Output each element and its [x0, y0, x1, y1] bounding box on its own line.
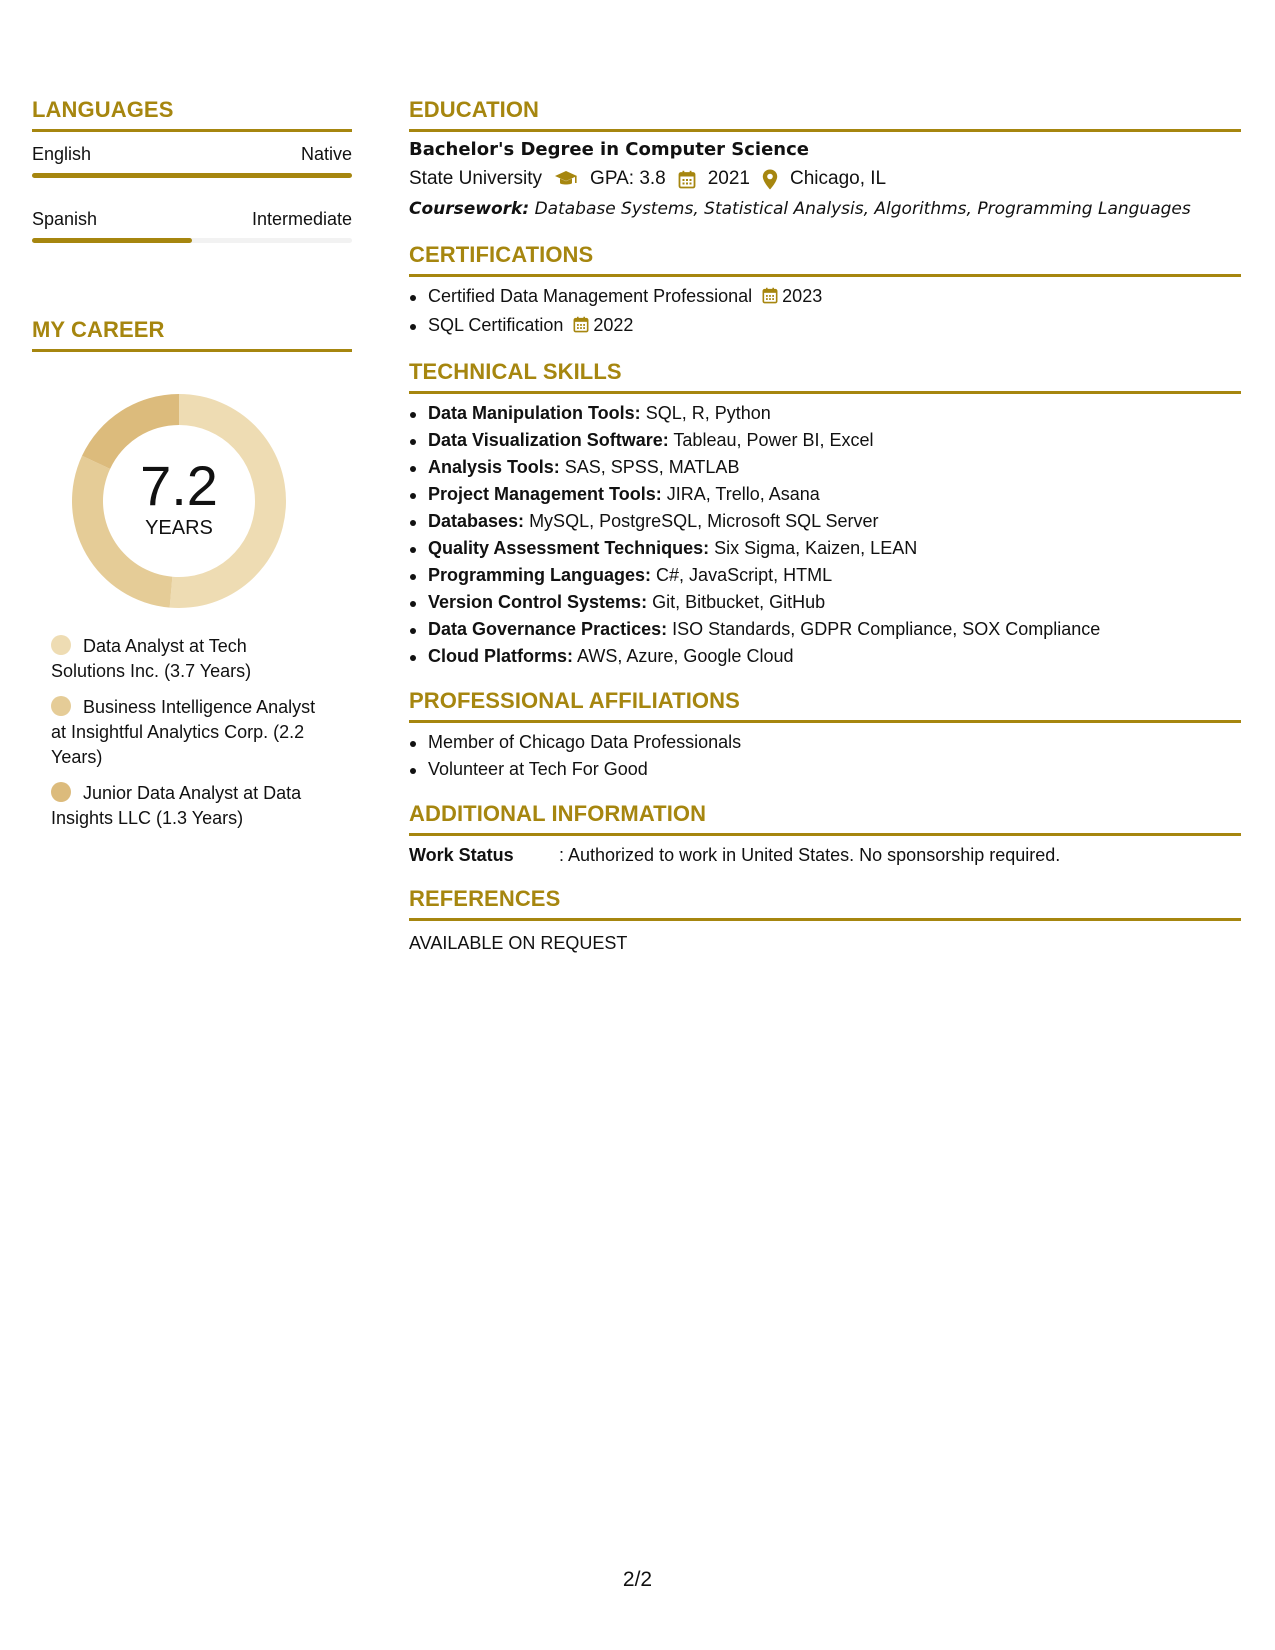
additional-info-heading: ADDITIONAL INFORMATION [409, 797, 1241, 836]
skill-value: SQL, R, Python [645, 403, 771, 423]
legend-dot-icon [51, 696, 71, 716]
education-section [409, 93, 1241, 224]
certification-item [409, 283, 1241, 312]
skill-label: Programming Languages: [428, 565, 652, 585]
skill-value: Tableau, Power BI, Excel [673, 430, 874, 450]
skill-item [409, 589, 1241, 616]
affiliation-item: Volunteer at Tech For Good [409, 756, 1241, 783]
languages-section [32, 93, 352, 243]
work-status-label: Work Status [409, 845, 514, 865]
skill-value: JIRA, Trello, Asana [666, 484, 820, 504]
certifications-list [409, 283, 1241, 341]
certifications-heading: CERTIFICATIONS [409, 238, 1241, 277]
affiliations-heading: PROFESSIONAL AFFILIATIONS [409, 684, 1241, 723]
legend-label: Junior Data Analyst at Data Insights LLC (1.3 Years) [51, 783, 302, 828]
graduation-year: 2021 [707, 168, 751, 189]
graduation-cap-icon [554, 170, 578, 188]
skill-value: Six Sigma, Kaizen, LEAN [714, 538, 918, 558]
skill-item [409, 400, 1241, 427]
career-years-unit: YEARS [145, 517, 213, 539]
coursework-list: Database Systems, Statistical Analysis, Algorithms, Programming Languages [534, 199, 1191, 219]
legend-item [51, 695, 322, 770]
left-column [32, 93, 352, 842]
school-name: State University [409, 168, 543, 189]
right-column [409, 93, 1241, 970]
language-item [32, 208, 352, 243]
language-proficiency-fill [32, 173, 352, 178]
language-proficiency-bar [32, 173, 352, 178]
gpa-value: GPA: 3.8 [590, 168, 666, 189]
certification-year: 2022 [593, 315, 634, 335]
certification-name: Certified Data Management Professional [428, 286, 753, 306]
legend-label: Business Intelligence Analyst at Insightful Analytics Corp. (2.2 Years) [51, 697, 316, 767]
career-total-years: 7.2 [140, 454, 218, 517]
legend-dot-icon [51, 782, 71, 802]
references-section [409, 882, 1241, 956]
skill-label: Databases: [428, 511, 525, 531]
skills-list [409, 400, 1241, 670]
skill-item [409, 616, 1241, 643]
skill-item [409, 643, 1241, 670]
skill-value: C#, JavaScript, HTML [656, 565, 833, 585]
coursework [409, 194, 1241, 224]
language-proficiency-bar [32, 238, 352, 243]
location: Chicago, IL [790, 168, 887, 189]
work-status-row [409, 842, 1241, 868]
skill-label: Project Management Tools: [428, 484, 662, 504]
certifications-section [409, 238, 1241, 341]
skill-value: Git, Bitbucket, GitHub [652, 592, 826, 612]
career-donut-chart [32, 352, 352, 612]
language-proficiency-fill [32, 238, 192, 243]
page-number: 2/2 [622, 1568, 653, 1591]
skills-heading: TECHNICAL SKILLS [409, 355, 1241, 394]
legend-item [51, 634, 322, 684]
skill-label: Version Control Systems: [428, 592, 648, 612]
calendar-icon [573, 314, 589, 341]
certification-item [409, 312, 1241, 341]
skill-item [409, 562, 1241, 589]
skill-value: MySQL, PostgreSQL, Microsoft SQL Server [529, 511, 879, 531]
language-level: Native [300, 144, 352, 164]
affiliations-list [409, 729, 1241, 783]
work-status-value: : Authorized to work in United States. No sponsorship required. [559, 845, 1061, 865]
languages-heading: LANGUAGES [32, 93, 352, 132]
career-section [32, 313, 352, 831]
calendar-icon [678, 170, 696, 189]
skill-item [409, 508, 1241, 535]
skill-label: Quality Assessment Techniques: [428, 538, 710, 558]
calendar-icon [762, 285, 778, 312]
language-name: Spanish [32, 209, 98, 229]
references-heading: REFERENCES [409, 882, 1241, 921]
skills-section [409, 355, 1241, 670]
skill-label: Cloud Platforms: [428, 646, 574, 666]
additional-info-section [409, 797, 1241, 868]
education-meta [409, 164, 1241, 194]
skill-value: AWS, Azure, Google Cloud [577, 646, 794, 666]
skill-label: Data Governance Practices: [428, 619, 668, 639]
language-name: English [32, 144, 92, 164]
affiliations-section [409, 684, 1241, 783]
degree-title: Bachelor's Degree in Computer Science [409, 139, 809, 160]
skill-item [409, 427, 1241, 454]
legend-dot-icon [51, 635, 71, 655]
career-heading: MY CAREER [32, 313, 352, 352]
education-heading: EDUCATION [409, 93, 1241, 132]
certification-name: SQL Certification [428, 315, 564, 335]
references-text: AVAILABLE ON REQUEST [409, 933, 628, 953]
skill-item [409, 481, 1241, 508]
legend-label: Data Analyst at Tech Solutions Inc. (3.7 Years) [51, 636, 252, 681]
location-pin-icon [762, 169, 778, 190]
skill-item [409, 454, 1241, 481]
language-item [32, 143, 352, 178]
language-level: Intermediate [251, 209, 352, 229]
skill-value: SAS, SPSS, MATLAB [564, 457, 740, 477]
coursework-label: Coursework: [409, 199, 530, 219]
career-legend [32, 634, 352, 831]
skill-label: Data Visualization Software: [428, 430, 669, 450]
skill-label: Data Manipulation Tools: [428, 403, 641, 423]
certification-year: 2023 [782, 286, 823, 306]
legend-item [51, 781, 322, 831]
skill-value: ISO Standards, GDPR Compliance, SOX Compliance [672, 619, 1101, 639]
affiliation-item: Member of Chicago Data Professionals [409, 729, 1241, 756]
skill-label: Analysis Tools: [428, 457, 560, 477]
skill-item [409, 535, 1241, 562]
career-center [66, 388, 292, 614]
